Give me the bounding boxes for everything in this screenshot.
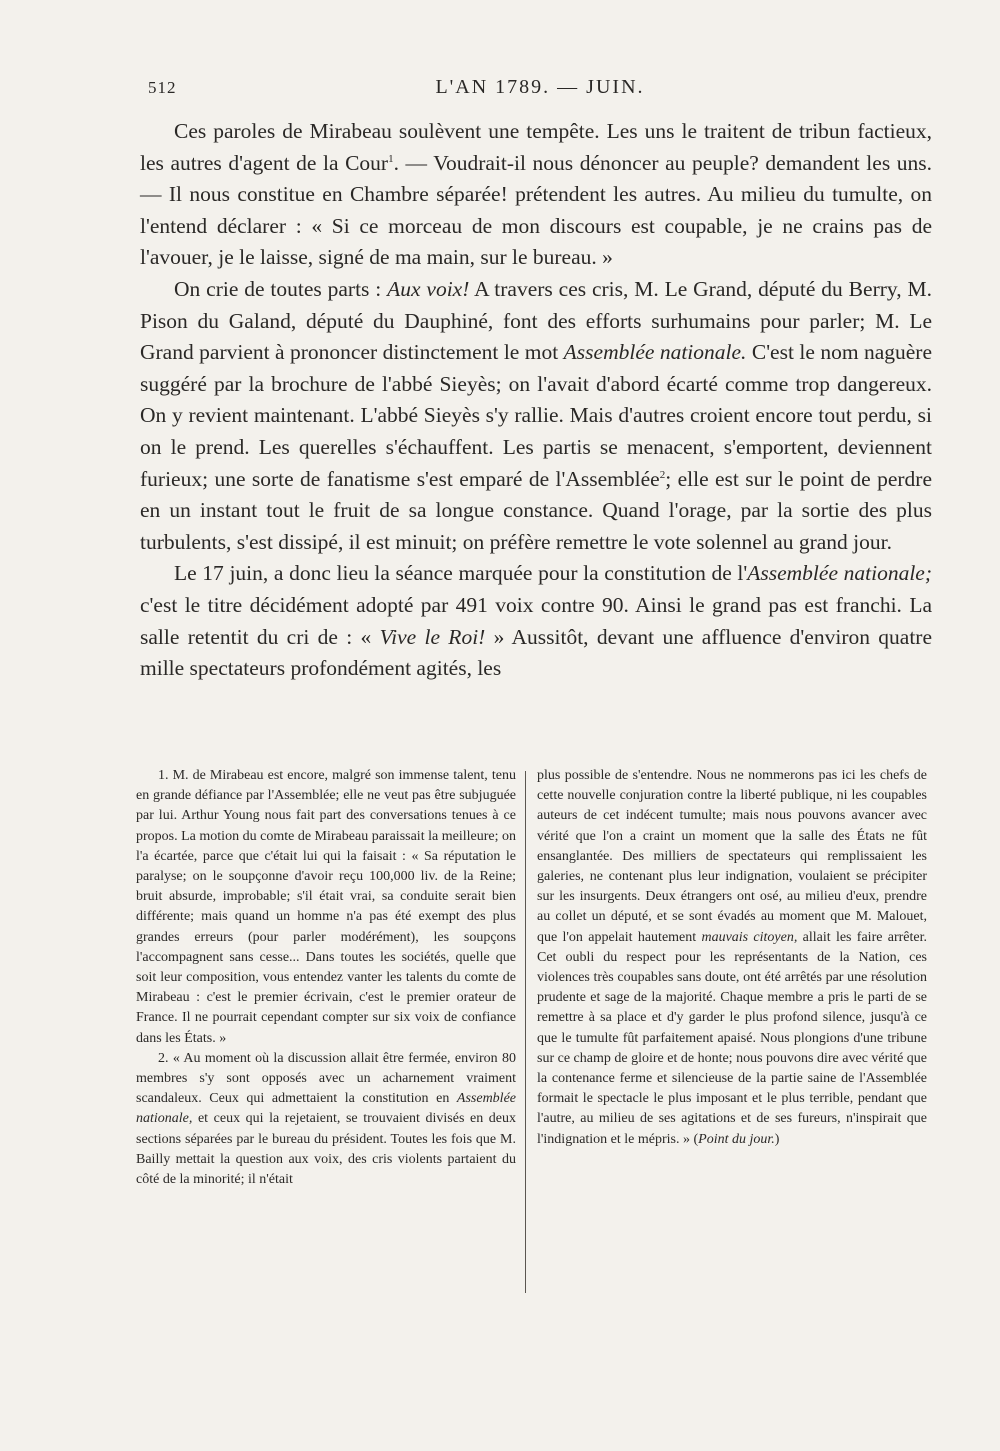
- italic-span: mauvais citoyen,: [701, 929, 798, 945]
- paragraph: [140, 116, 932, 274]
- italic-span: Assemblée nationale.: [563, 340, 747, 365]
- footnote-ref: 1: [388, 152, 394, 165]
- italic-span: Vive le Roi!: [379, 624, 486, 649]
- footnotes-left-column: [136, 766, 516, 1190]
- text-span: ; elle est sur le point de perdre en un instant tout le fruit de sa longue constance. Quand l'orage, par la sortie des plus turbulents, s'est dissipé, il est minuit; on préfère remettre le vote solennel au grand jour.: [140, 466, 932, 554]
- text-span: et ceux qui la rejetaient, se trouvaient divisés en deux sections séparées par le bureau du président. Toutes les fois que M. Bailly mettait la question aux voix, des cris violents partaient du côté de la minorité; il n'était: [136, 1111, 516, 1188]
- paragraph: [140, 558, 932, 684]
- italic-span: Assemblée nationale,: [136, 1091, 516, 1127]
- text-span: A travers ces cris, M. Le Grand, député du Berry, M. Pison du Galand, député du Dauphiné, font des efforts surhumains pour parler; M. Le Grand parvient à prononcer distinctement le mot: [140, 276, 932, 365]
- paragraph: [140, 274, 932, 558]
- italic-span: Aux voix!: [387, 276, 470, 301]
- text-span: » Aussitôt, devant une affluence d'environ quatre mille spectateurs profondément agités, les: [140, 624, 932, 681]
- text-span: . — Voudrait-il nous dénoncer au peuple? demandent les uns. — Il nous constitue en Chambre séparée! prétendent les autres. Au milieu du tumulte, on l'entend déclarer : « Si ce morceau de mon discours est coupable, je ne crains pas de l'avouer, je le laisse, signé de ma main, sur le bureau. »: [140, 150, 933, 270]
- main-text: [140, 116, 932, 685]
- text-span: 2. « Au moment où la discussion allait être fermée, environ 80 membres s'y sont opposés avec un acharnement vraiment scandaleux. Ceux qui admettaient la constitution en: [136, 1050, 516, 1107]
- column-divider: [525, 771, 526, 1293]
- footnotes-right-column: [537, 766, 927, 1150]
- italic-span: Assemblée nationale;: [747, 561, 933, 586]
- text-span: c'est le titre décidément adopté par 491 voix contre 90. Ainsi le grand pas est franchi. La salle retentit du cri de : «: [140, 592, 932, 649]
- text-span: On crie de toutes parts :: [174, 276, 388, 301]
- text-span: allait les faire arrêter. Cet oubli du respect pour les représentants de la Nation, ces violences très coupables sans doute, ont été arrêtés par une résolution prudente et sage de la majorité. Chaque membre a pris le parti de se remettre à sa place et d'y garder le plus profond silence, jusqu'à ce que le tumulte fût parfaitement apaisé. Nous plongions d'une tribune sur ce champ de gloire et de honte; nous pouvons dire avec vérité que la contenance ferme et silencieuse de la partie saine de l'Assemblée formait le spectacle le plus imposant et le plus terrible, pendant que l'autre, au milieu de ses agitations et de ses fureurs, n'inspirait que l'indignation et le mépris. » (: [537, 929, 927, 1147]
- text-span: ): [774, 1131, 780, 1147]
- italic-span: Point du jour.: [698, 1131, 775, 1147]
- footnote-1: 1. M. de Mirabeau est encore, malgré son immense talent, tenu en grande défiance par l'Assemblée; elle ne veut pas être subjuguée par lui. Arthur Young nous fait part des conversations tenues à ce propos. La motion du comte de Mirabeau paraissait la meilleure; on l'a écartée, parce que c'était lui qui la faisait : « Sa réputation le paralyse; on le soupçonne d'avoir reçu 100,000 liv. de la Reine; bruit absurde, improbable; s'il était vrai, sa conduite serait bien différente; mais quand un homme n'a pas été exempt des plus grandes erreurs (pour parler modérément), les soupçons l'accompagnent sans cesse... Dans toutes les sociétés, quelle que soit leur composition, vous entendez vanter les talents du comte de Mirabeau : c'est le premier écrivain, c'est le premier orateur de France. Il ne pourrait cependant compter sur six voix de confiance dans les États. »: [136, 768, 516, 1046]
- footnote-ref: 2: [659, 468, 666, 481]
- text-span: Le 17 juin, a donc lieu la séance marquée pour la constitution de l': [174, 561, 748, 586]
- page-header: [148, 76, 932, 104]
- footnote-2-continued: [537, 766, 927, 1150]
- text-span: plus possible de s'entendre. Nous ne nommerons pas ici les chefs de cette nouvelle conjuration contre la liberté publique, ni les coupables auteurs de cet indécent tumulte; mais nous pouvons avancer avec vérité que l'on a craint un moment que la salle des États ne fût ensanglantée. Des milliers de spectateurs qui remplissaient les galeries, ne contenant plus leur indignation, voulaient se précipiter sur les insurgents. Deux étrangers ont osé, au milieu d'eux, prendre au collet un député, et se sont évadés au moment que M. Malouet, que l'on appelait hautement: [537, 768, 927, 945]
- text-span: C'est le nom naguère suggéré par la brochure de l'abbé Sieyès; on l'avait d'abord écarté comme trop dangereux. On y revient maintenant. L'abbé Sieyès s'y rallie. Mais d'autres croient encore tout perdu, si on le prend. Les querelles s'échauffent. Les partis se menacent, s'emportent, deviennent furieux; une sorte de fanatisme s'est emparé de l'Assemblée: [140, 340, 932, 491]
- footnote-2: [136, 1049, 516, 1190]
- page-number: 512: [148, 78, 177, 97]
- text-span: Ces paroles de Mirabeau soulèvent une tempête. Les uns le traitent de tribun factieux, les autres d'agent de la Cour: [140, 119, 932, 175]
- running-title: L'AN 1789. — JUIN.: [435, 76, 645, 98]
